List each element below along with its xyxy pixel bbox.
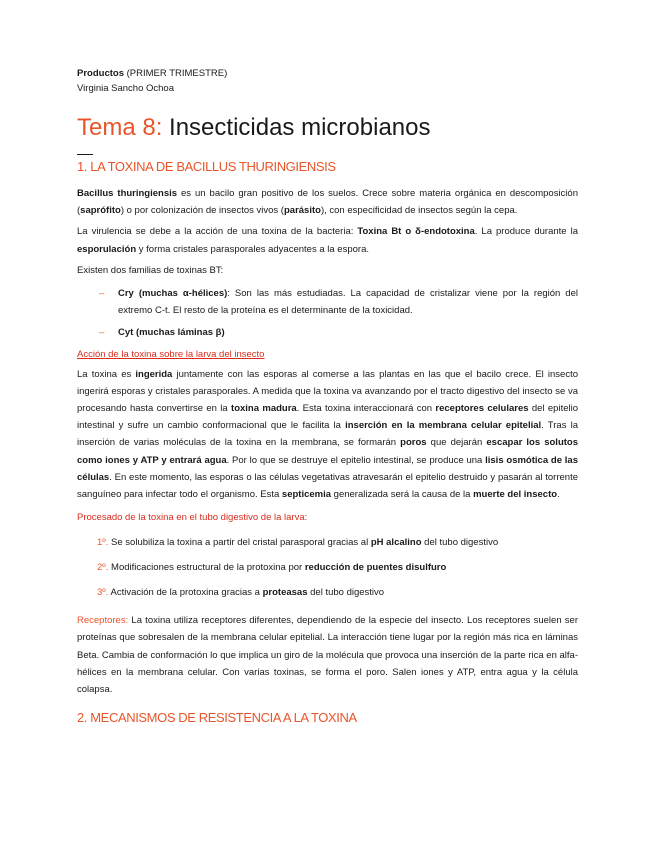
dash-bullet: – (99, 288, 105, 300)
list-item: 1º. Se solubiliza la toxina a partir del cristal parasporal gracias al pH alcalino del tubo digestivo (97, 537, 499, 549)
step-number: 2º. (97, 562, 109, 574)
list-item: – Cry (muchas α-hélices): Son las más estudiadas. La capacidad de cristalizar viene por la región del extremo C-t. El resto de la proteína es el determinante de la toxicidad. (77, 285, 578, 319)
list-item: – Cyt (muchas láminas β) (77, 324, 578, 341)
processing-steps-list (77, 534, 578, 601)
step-number: 1º. (97, 537, 109, 549)
course-term: (PRIMER TRIMESTRE) (123, 68, 228, 79)
page-title (77, 114, 578, 142)
paragraph-toxin-action: La toxina es ingerida juntamente con las esporas al comerse a las plantas en las que el bacilo crece. El insecto ingerirá esporas y cristales parasporales. A medida que la toxina va avanzando por el tracto digestivo del insecto se va procesando hasta convertirse en la toxina madura. Esta toxina interaccionará con receptores celulares del epitelio intestinal y sufre un cambio conformacional que le facilita la inserción en la membrana celular epitelial. Tras la inserción de varias moléculas de la toxina en la membrana, se formarán poros que dejarán escapar los solutos como iones y ATP y entrará agua. Por lo que se destruye el epitelio intestinal, se produce una lisis osmótica de las células. En este momento, las esporas o las células vegetativas atravesarán el epitelio destruido y pasarán al torrente sanguíneo para infectar todo el organismo. Esta septicemia generalizada será la causa de la muerte del insecto. (77, 368, 579, 501)
step-number: 3º. (97, 587, 109, 599)
section-heading-2: 2. MECANISMOS DE RESISTENCIA A LA TOXINA (77, 710, 357, 726)
author-line: Virginia Sancho Ochoa (77, 83, 174, 94)
section-heading-1: 1. LA TOXINA DE BACILLUS THURINGIENSIS (77, 159, 336, 174)
course-line (77, 66, 578, 81)
list-item: 3º. Activación de la protoxina gracias a proteasas del tubo digestivo (97, 587, 385, 599)
list-item: 2º. Modificaciones estructural de la protoxina por reducción de puentes disulfuro (97, 562, 447, 574)
dash-bullet: – (99, 327, 105, 339)
action-subheading: Acción de la toxina sobre la larva del insecto (77, 348, 265, 360)
paragraph-receptors: Receptores: La toxina utiliza receptores diferentes, dependiendo de la especie del insecto. Los receptores suelen ser proteínas que sobresalen de la membrana celular epitelial. La interacción tiene lugar por la región más rica en láminas Beta. Cambia de conformación lo que implica un giro de la molécula que provoca una inserción de la parte rica en alfa-hélices en la membrana celular. Con varias toxinas, se forma el poro. Salen iones y ATP, entra agua y la célula colapsa. (77, 615, 578, 696)
toxin-family-list (77, 285, 578, 342)
paragraph-families-intro: Existen dos familias de toxinas BT: (77, 264, 224, 276)
processing-subheading: Procesado de la toxina en el tubo digestivo de la larva: (77, 512, 308, 524)
title-number: Tema 8: (77, 114, 163, 141)
receptors-label: Receptores: (77, 615, 129, 627)
course-label: Productos (77, 68, 124, 79)
title-text: Insecticidas microbianos (162, 114, 431, 141)
paragraph-virulence: La virulencia se debe a la acción de una toxina de la bacteria: Toxina Bt o δ-endotoxina. La produce durante la esporulación y forma cristales parasporales adyacentes a la espora. (77, 226, 578, 255)
paragraph-bacillus: Bacillus thuringiensis es un bacilo gran positivo de los suelos. Crece sobre materia orgánica en descomposición (saprófito) o por colonización de insectos vivos (parásito), con especificidad de insectos según la cepa. (77, 188, 578, 217)
title-divider (77, 154, 93, 155)
